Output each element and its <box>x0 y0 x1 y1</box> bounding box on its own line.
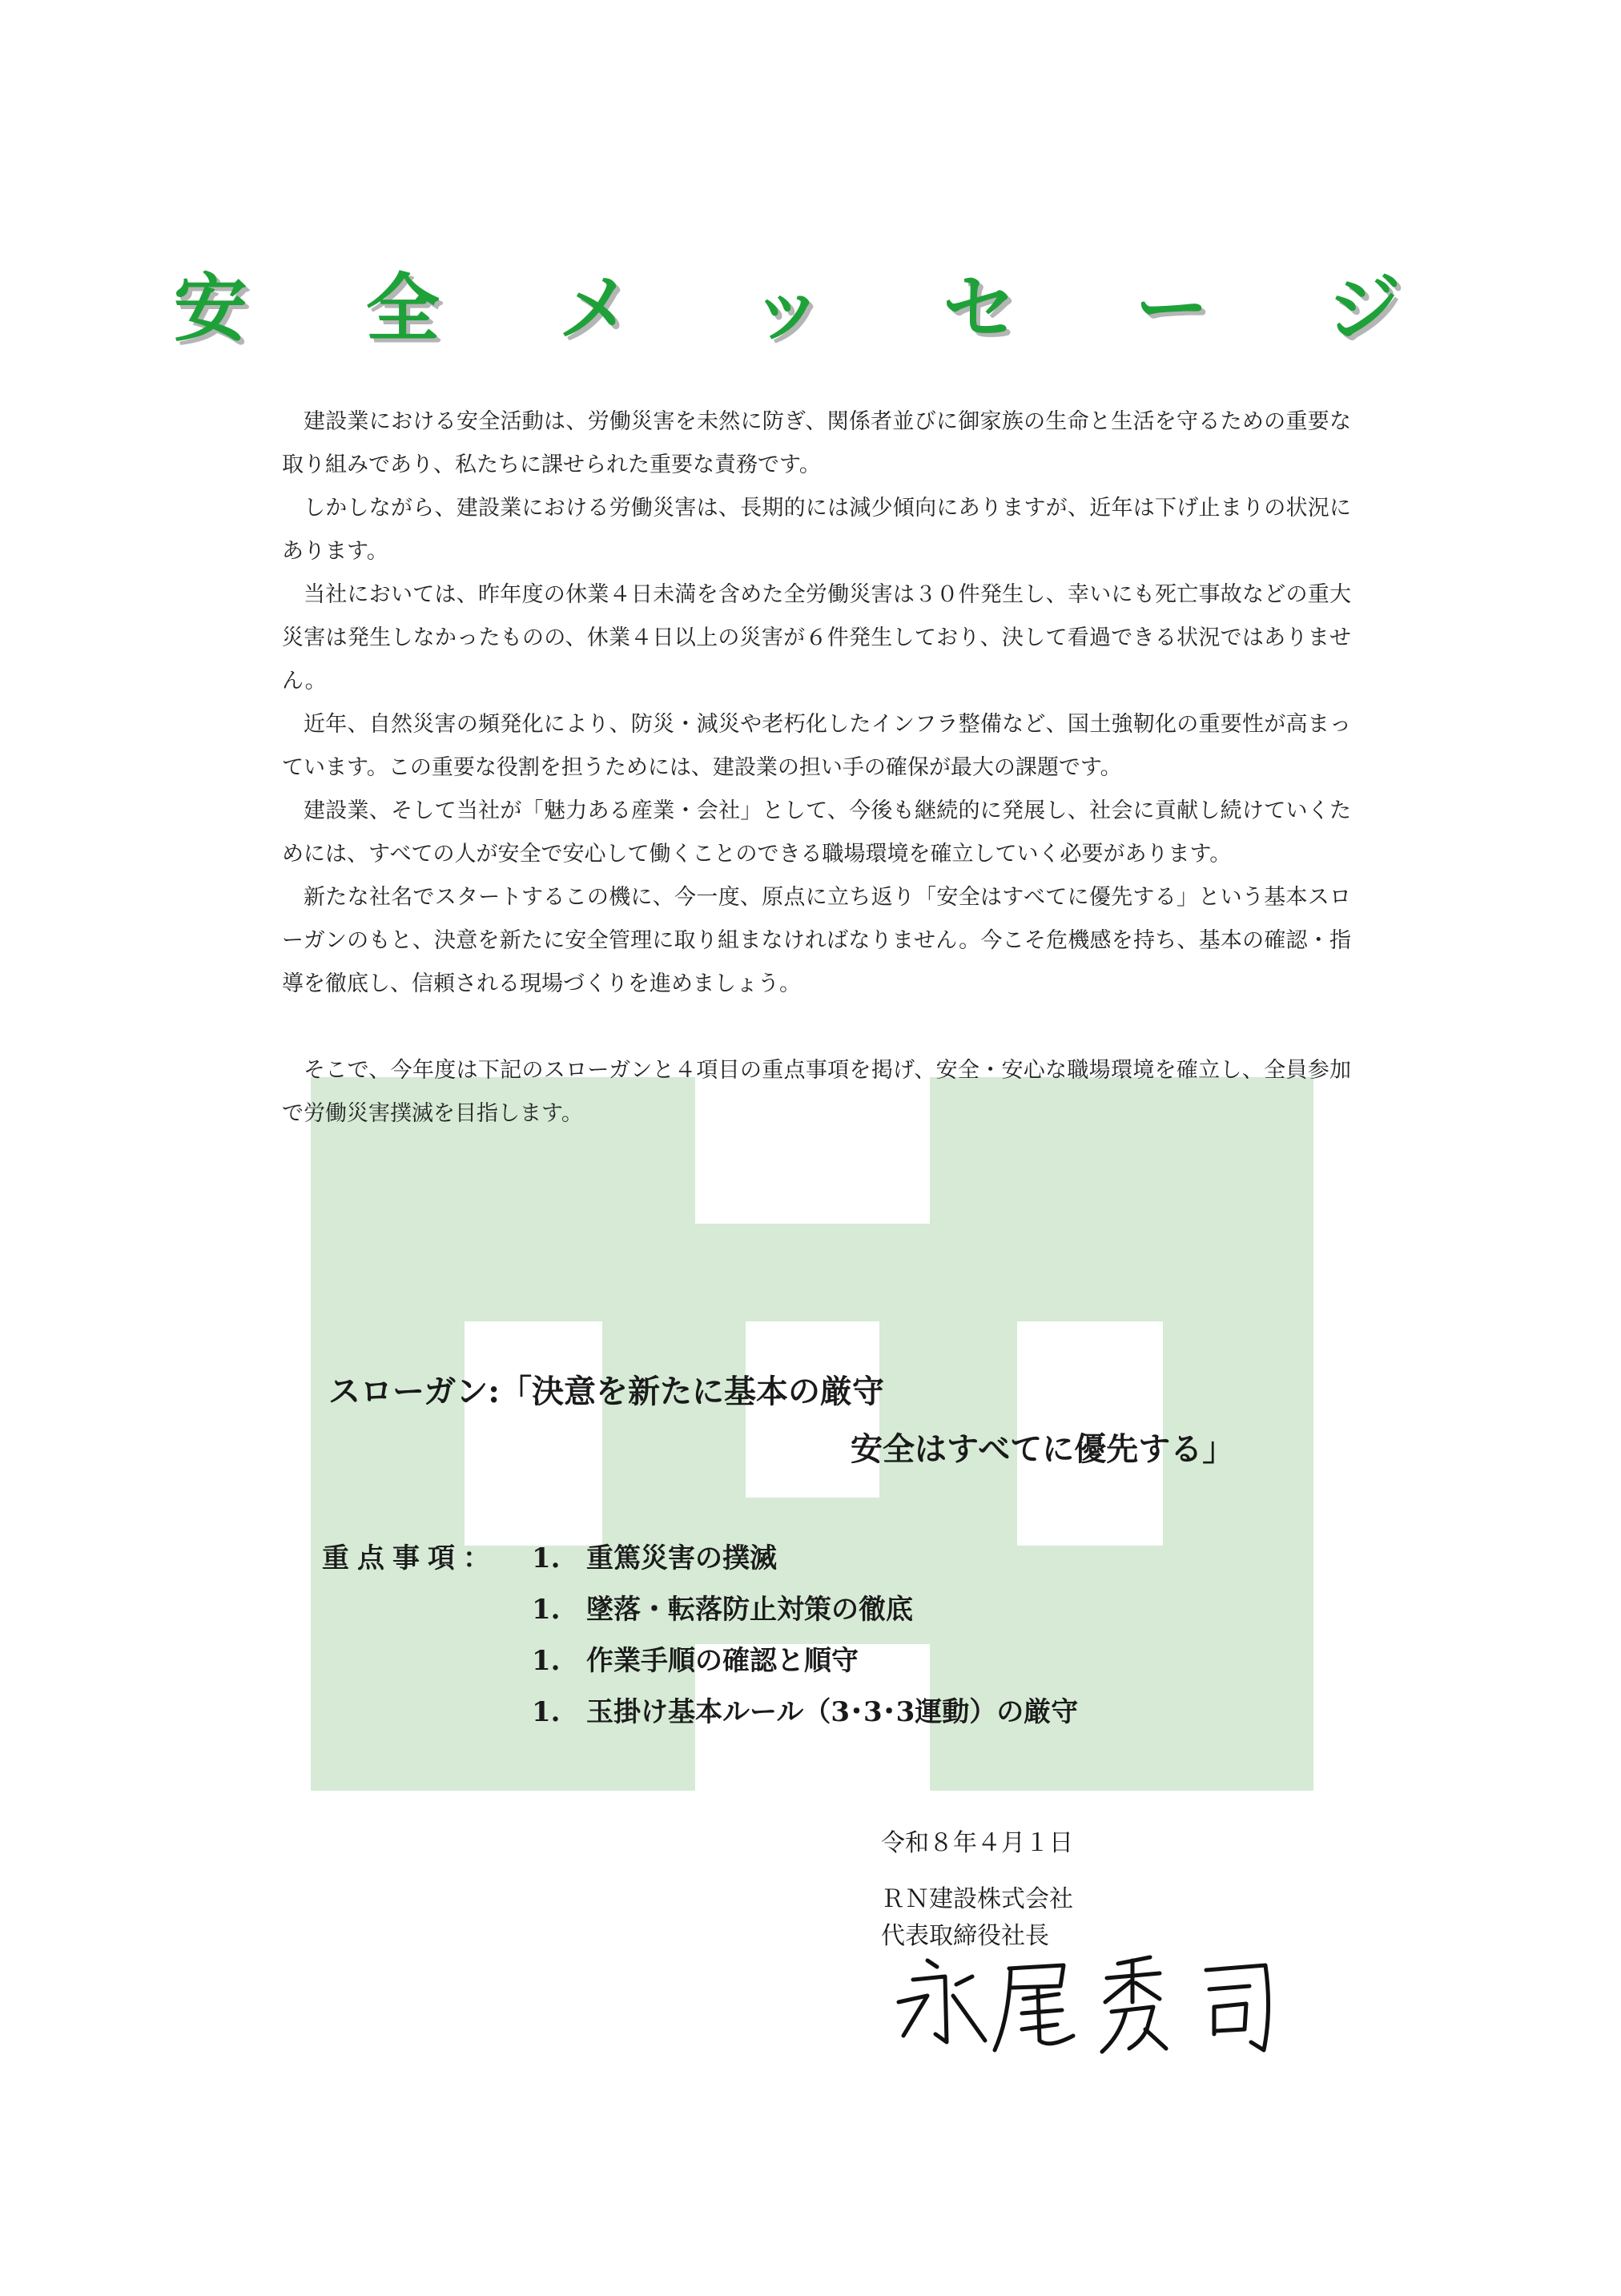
slogan-line-2: 安全はすべてに優先する」 <box>851 1430 1235 1468</box>
priority-item <box>532 1587 913 1627</box>
paragraph-1: 建設業における安全活動は、労働災害を未然に防ぎ、関係者並びに御家族の生命と生活を守るための重要な取り組みであり、私たちに課せられた重要な責務です。 <box>282 409 1351 477</box>
priority-text: 作業手順の確認と順守 <box>586 1645 859 1677</box>
priority-number: 1. <box>532 1696 561 1728</box>
priority-number: 1. <box>532 1645 561 1677</box>
priority-number: 1. <box>532 1594 561 1626</box>
paragraph-7: そこで、今年度は下記のスローガンと４項目の重点事項を掲げ、安全・安心な職場環境を確立し、全員参加で労働災害撲滅を目指します。 <box>282 1058 1351 1126</box>
paragraph-4: 近年、自然災害の頻発化により、防災・減災や老朽化したインフラ整備など、国土強靭化の重要性が高まっています。この重要な役割を担うためには、建設業の担い手の確保が最大の課題です。 <box>282 712 1351 780</box>
paragraph-6: 新たな社名でスタートするこの機に、今一度、原点に立ち返り「安全はすべてに優先する」という基本スローガンのもと、決意を新たに安全管理に取り組まなければなりません。今こそ危機感を持ち、基本の確認・指導を徹底し、信頼される現場づくりを進めましょう。 <box>282 885 1351 996</box>
priority-item <box>532 1536 777 1575</box>
priority-text: 墜落・転落防止対策の徹底 <box>586 1594 913 1626</box>
handwritten-signature <box>889 1946 1305 2066</box>
paragraph-5: 建設業、そして当社が「魅力ある産業・会社」として、今後も継続的に発展し、社会に貢献し続けていくためには、すべての人が安全で安心して働くことのできる職場環境を確立していく必要があります。 <box>282 798 1351 867</box>
priority-number: 1. <box>532 1542 561 1574</box>
priority-label: 重点事項： <box>322 1542 498 1574</box>
issue-date: 令和８年４月１日 <box>881 1829 1073 1857</box>
slogan-line-1: スローガン:「決意を新たに基本の厳守 <box>328 1373 884 1410</box>
company-name: ＲＮ建設株式会社 <box>881 1885 1073 1913</box>
paragraph-2: しかしながら、建設業における労働災害は、長期的には減少傾向にありますが、近年は下げ止まりの状況にあります。 <box>282 496 1351 564</box>
message-body <box>282 400 1351 1136</box>
priority-text: 玉掛け基本ルール（3･3･3運動）の厳守 <box>586 1696 1079 1728</box>
paragraph-3: 当社においては、昨年度の休業４日未満を含めた全労働災害は３０件発生し、幸いにも死亡事故などの重大災害は発生しなかったものの、休業４日以上の災害が６件発生しており、決して看過できる状況ではありません。 <box>282 582 1351 694</box>
priority-text: 重篤災害の撲滅 <box>586 1542 777 1574</box>
signer-position: 代表取締役社長 <box>881 1922 1049 1950</box>
page-title: 安 全 メ ッ セ ー ジ <box>173 265 1448 352</box>
priority-item <box>532 1690 1078 1729</box>
priority-item <box>532 1639 859 1678</box>
